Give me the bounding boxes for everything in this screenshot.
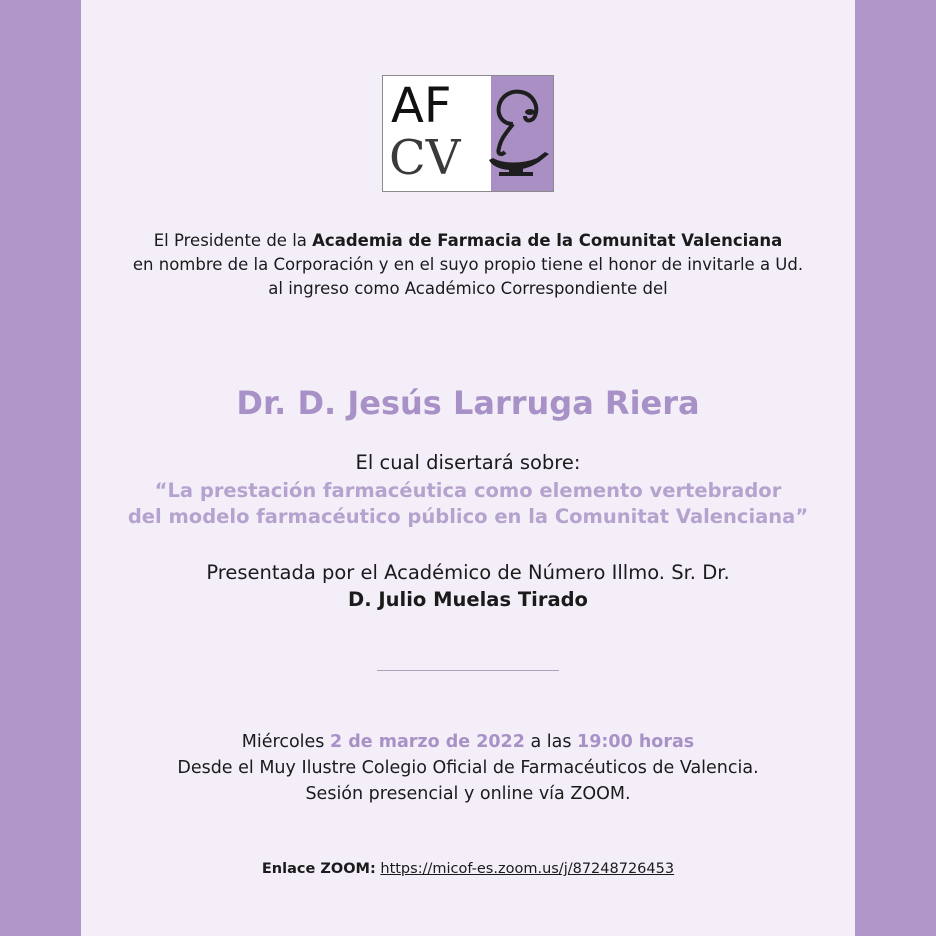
- logo-letters-top: AF: [391, 78, 452, 134]
- intro-prefix: El Presidente de la: [153, 231, 313, 250]
- zoom-link[interactable]: https://micof-es.zoom.us/j/87248726453: [380, 861, 675, 877]
- invitation-intro: [81, 229, 855, 301]
- academy-name: Academia de Farmacia de la Comunitat Valenciana: [312, 231, 783, 250]
- zoom-label: Enlace ZOOM:: [261, 861, 376, 877]
- honoree-name: Dr. D. Jesús Larruga Riera: [236, 384, 700, 422]
- logo-letters-bottom: CV: [389, 130, 461, 186]
- lecture-title-line-2: del modelo farmacéutico público en la Comunitat Valenciana”: [127, 505, 809, 528]
- event-at-label: a las: [524, 732, 578, 752]
- event-day: Miércoles: [241, 732, 330, 752]
- presenter-block: [81, 559, 855, 613]
- divider: [377, 670, 559, 671]
- event-mode: Sesión presencial y online vía ZOOM.: [305, 784, 631, 804]
- intro-line-1: [81, 229, 855, 253]
- lecture-title-line-1: “La prestación farmacéutica como elemento vertebrador: [154, 479, 782, 502]
- presenter-name: D. Julio Muelas Tirado: [348, 588, 588, 611]
- lecture-intro: El cual disertará sobre:: [355, 451, 581, 474]
- lecture-title: [81, 478, 855, 530]
- caduceus-bowl-icon: [483, 76, 553, 191]
- event-datetime: [81, 729, 855, 755]
- invitation-card: [81, 0, 855, 936]
- event-time: 19:00 horas: [577, 732, 695, 752]
- intro-line-2: en nombre de la Corporación y en el suyo propio tiene el honor de invitarle a Ud.: [132, 255, 804, 274]
- event-details: [81, 729, 855, 807]
- intro-line-3: al ingreso como Académico Correspondiente del: [268, 279, 668, 298]
- event-venue: Desde el Muy Ilustre Colegio Oficial de Farmacéuticos de Valencia.: [177, 758, 759, 778]
- event-date: 2 de marzo de 2022: [329, 732, 525, 752]
- afcv-logo: [382, 75, 554, 192]
- presenter-line: Presentada por el Académico de Número Illmo. Sr. Dr.: [206, 561, 730, 584]
- zoom-link-row: [81, 858, 855, 880]
